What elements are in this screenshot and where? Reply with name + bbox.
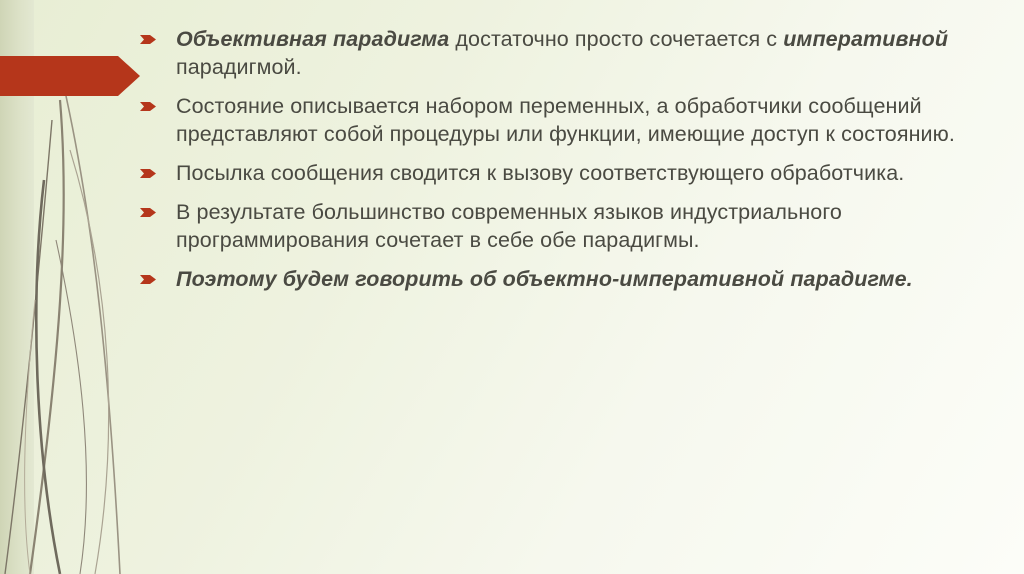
- bullet-marker-icon: [140, 206, 157, 219]
- list-item: [138, 26, 968, 82]
- bullet-marker-icon: [140, 273, 157, 286]
- list-item: [138, 160, 968, 188]
- bullet-text-part: достаточно просто сочетается с: [455, 27, 784, 51]
- list-item: [138, 199, 968, 255]
- bullet-text: В результате большинство современных языков индустриального программирования сочетает в себе обе парадигмы.: [176, 199, 842, 252]
- bullet-text: Посылка сообщения сводится к вызову соответствующего обработчика.: [176, 160, 905, 185]
- bullet-list: [138, 26, 968, 294]
- slide-body: [138, 26, 968, 305]
- bullet-marker-icon: [140, 167, 157, 180]
- bullet-text: [176, 27, 948, 79]
- bullet-text: Состояние описывается набором переменных, а обработчики сообщений представляют собой процедуры или функции, имеющие доступ к состоянию.: [176, 93, 955, 146]
- bullet-marker-icon: [140, 100, 157, 113]
- bullet-text-part: Объективная парадигма: [176, 27, 456, 51]
- list-item: [138, 266, 968, 294]
- bullet-text-part: парадигмой.: [176, 54, 302, 79]
- red-arrow-banner: [0, 56, 118, 96]
- bullet-text-part: императивной: [783, 27, 949, 51]
- bullet-text: Поэтому будем говорить об объектно-императивной парадигме.: [176, 266, 913, 291]
- list-item: [138, 93, 968, 149]
- bullet-marker-icon: [140, 33, 157, 46]
